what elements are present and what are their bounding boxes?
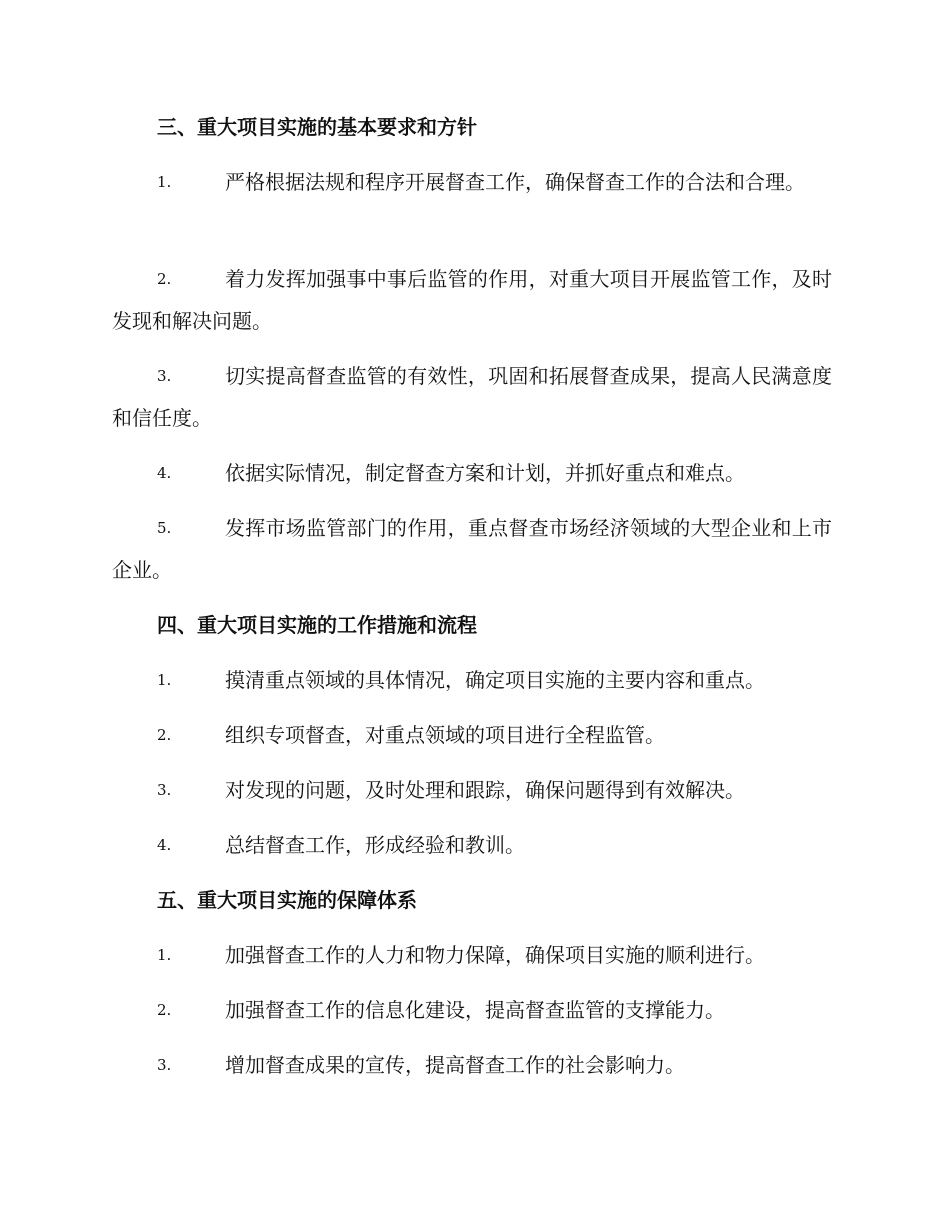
list-item [112,452,832,494]
item-text: 发挥市场监管部门的作用，重点督查市场经济领域的大型企业和上市企业。 [112,516,832,582]
item-text: 依据实际情况，制定督查方案和计划，并抓好重点和难点。 [225,461,745,485]
list-item [112,507,832,591]
item-text: 加强督查工作的信息化建设，提高督查监管的支撑能力。 [225,998,725,1022]
item-number: 3. [157,1056,172,1074]
item-text: 摸清重点领域的具体情况，确定项目实施的主要内容和重点。 [225,668,765,692]
list-item [112,355,832,439]
list-item [112,769,832,811]
item-number: 1. [157,173,172,191]
item-number: 3. [157,367,172,385]
item-number: 4. [157,836,172,854]
section-heading-3: 三、重大项目实施的基本要求和方针 [157,115,477,139]
item-text: 总结督查工作，形成经验和教训。 [225,833,525,857]
list-item [112,1044,832,1086]
list-item [112,824,832,866]
item-number: 2. [157,1001,172,1019]
list-item [112,161,832,203]
section-heading-4: 四、重大项目实施的工作措施和流程 [157,613,477,637]
item-number: 1. [157,946,172,964]
list-item [112,989,832,1031]
list-item [112,714,832,756]
item-text: 切实提高督查监管的有效性，巩固和拓展督查成果，提高人民满意度和信任度。 [112,364,832,430]
item-number: 2. [157,726,172,744]
item-text: 严格根据法规和程序开展督查工作，确保督查工作的合法和合理。 [225,170,805,194]
item-number: 2. [157,270,172,288]
item-text: 组织专项督查，对重点领域的项目进行全程监管。 [225,723,665,747]
item-text: 加强督查工作的人力和物力保障，确保项目实施的顺利进行。 [225,943,765,967]
item-text: 增加督查成果的宣传，提高督查工作的社会影响力。 [225,1053,685,1077]
section-heading-5: 五、重大项目实施的保障体系 [157,888,417,912]
list-item [112,659,832,701]
list-item [112,934,832,976]
list-item [112,258,832,342]
item-number: 4. [157,464,172,482]
item-text: 着力发挥加强事中事后监管的作用，对重大项目开展监管工作，及时发现和解决问题。 [112,267,832,333]
item-text: 对发现的问题，及时处理和跟踪，确保问题得到有效解决。 [225,778,745,802]
item-number: 3. [157,781,172,799]
item-number: 5. [157,519,172,537]
item-number: 1. [157,671,172,689]
